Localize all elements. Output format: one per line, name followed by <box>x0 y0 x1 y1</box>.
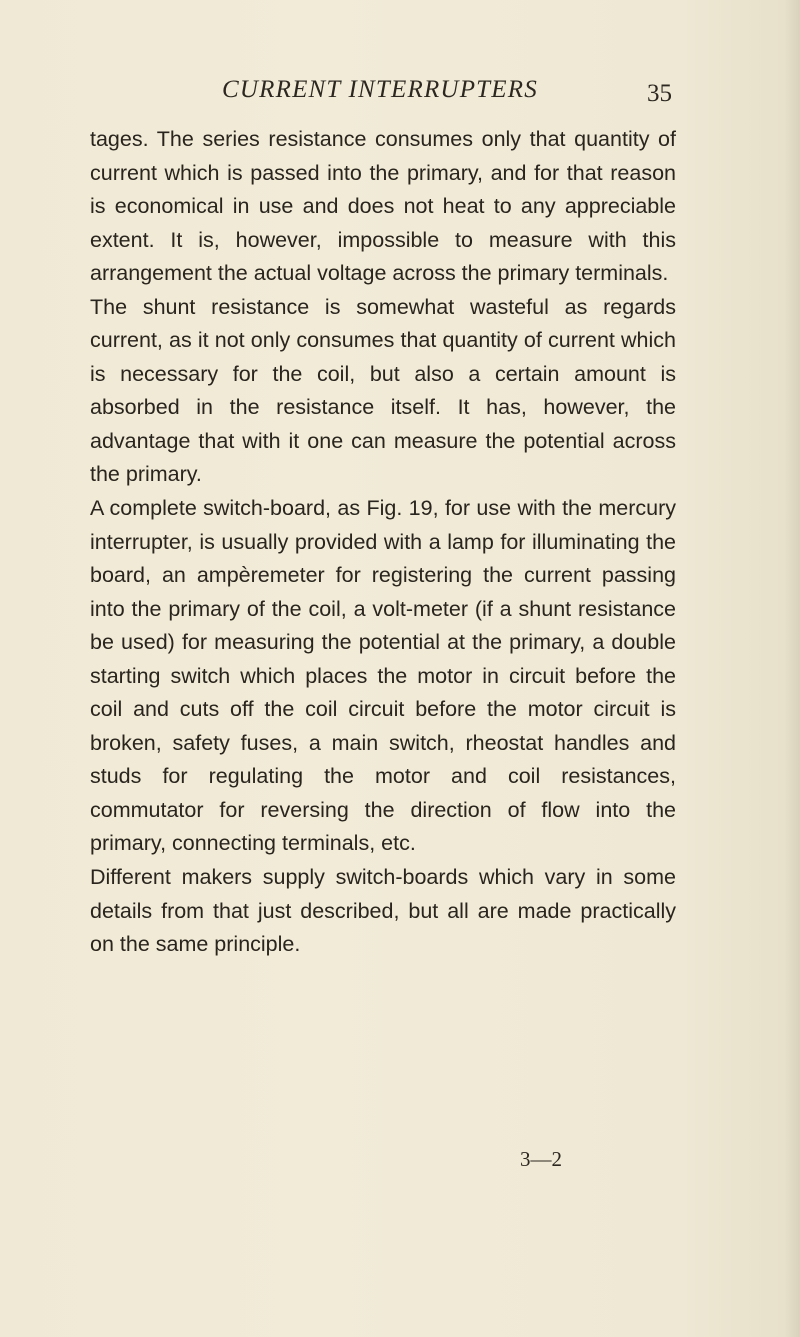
paragraph-switch-board: A complete switch-board, as Fig. 19, for use with the mercury interrupter, is usually provided with a lamp for illuminating the board, an ampèremeter for registering the current passing into the primary of the coil, a volt-meter (if a shunt resistance be used) for measuring the potential at the primary, a double starting switch which places the motor in circuit before the coil and cuts off the coil circuit before the motor circuit is broken, safety fuses, a main switch, rheostat handles and studs for regulating the motor and coil resistances, commutator for reversing the direction of flow into the primary, connecting terminals, etc. <box>90 496 676 856</box>
page-edge-shadow <box>784 0 800 1337</box>
paragraph-shunt-resistance: The shunt resistance is somewhat wasteful as regards current, as it not only consumes that quantity of current which is necessary for the coil, but also a certain amount is absorbed in the resistance itself. It has, however, the advantage that with it one can measure the potential across the primary. <box>90 294 676 487</box>
body-text <box>90 123 676 962</box>
running-head: CURRENT INTERRUPTERS <box>222 76 538 103</box>
signature-mark: 3—2 <box>520 1147 562 1171</box>
page-number: 35 <box>647 80 672 107</box>
paragraph-continuation: tages. The series resistance consumes only that quantity of current which is passed into the primary, and for that reason is economical in use and does not heat to any appreciable extent. It is, however, impossible to measure with this arrangement the actual voltage across the primary terminals. <box>90 127 676 286</box>
page-header <box>0 76 800 116</box>
paragraph-different-makers: Different makers supply switch-boards which vary in some details from that just described, but all are made practically on the same principle. <box>90 865 676 957</box>
